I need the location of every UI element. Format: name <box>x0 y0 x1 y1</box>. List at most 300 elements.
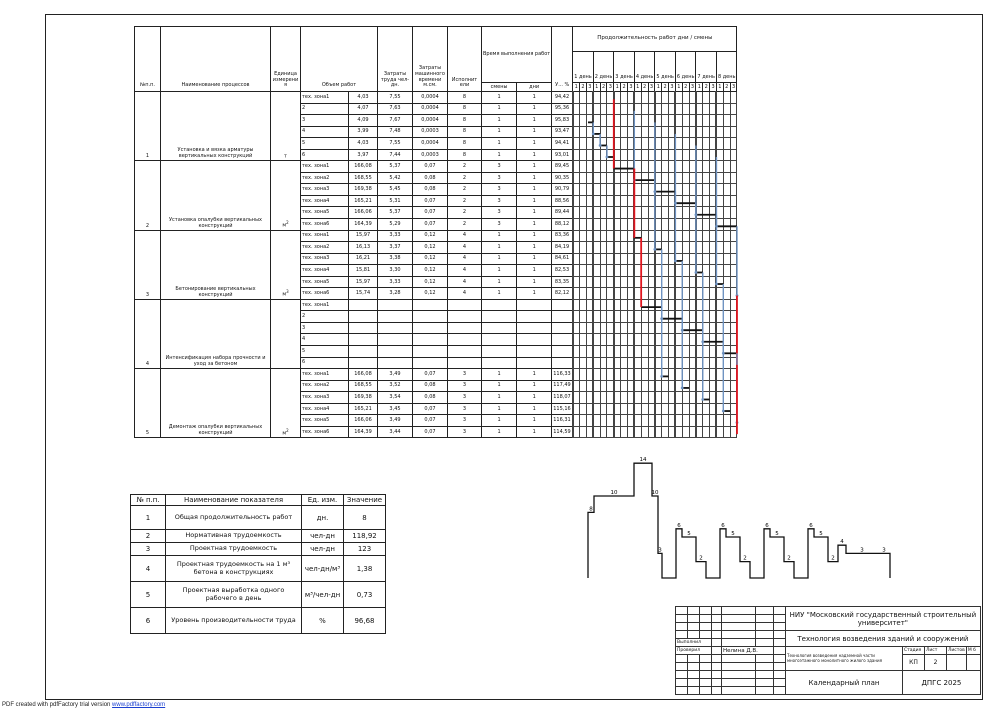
gantt-cell <box>614 161 621 173</box>
zone-label: тех. зона6 <box>301 219 349 231</box>
zone-label: тех. зона5 <box>301 207 349 219</box>
percent-value: 82,53 <box>552 265 573 277</box>
gantt-cell <box>634 265 641 277</box>
table-row <box>135 230 737 242</box>
machine-value: 0,07 <box>413 207 448 219</box>
gantt-cell <box>689 357 696 369</box>
gantt-cell <box>593 299 600 311</box>
gantt-cell <box>614 426 621 438</box>
shifts-value: 1 <box>482 149 517 161</box>
labor-value: 3,49 <box>378 415 413 427</box>
gantt-cell <box>621 172 628 184</box>
gantt-cell <box>607 103 614 115</box>
gantt-cell <box>703 392 710 404</box>
gantt-cell <box>614 276 621 288</box>
gantt-cell <box>586 242 593 254</box>
gantt-cell <box>573 299 580 311</box>
gantt-cell <box>662 334 669 346</box>
gantt-cell <box>662 322 669 334</box>
gantt-cell <box>580 184 587 196</box>
percent-value: 90,35 <box>552 172 573 184</box>
gantt-cell <box>669 334 676 346</box>
role-checked: Проверил <box>676 647 712 655</box>
summary-value: 123 <box>344 543 386 556</box>
gantt-cell <box>621 126 628 138</box>
gantt-cell <box>641 230 648 242</box>
summary-num: 5 <box>131 582 166 608</box>
gantt-cell <box>716 92 723 104</box>
gantt-cell <box>682 115 689 127</box>
gantt-cell <box>600 392 607 404</box>
gantt-cell <box>682 149 689 161</box>
gantt-cell <box>580 265 587 277</box>
gantt-cell <box>627 369 634 381</box>
gantt-cell <box>710 103 717 115</box>
zone-label: тех. зона4 <box>301 403 349 415</box>
gantt-cell <box>627 219 634 231</box>
gantt-cell <box>730 126 737 138</box>
gantt-cell <box>662 149 669 161</box>
gantt-cell <box>586 299 593 311</box>
gantt-cell <box>710 426 717 438</box>
labor-value: 3,45 <box>378 403 413 415</box>
summary-value: 8 <box>344 506 386 530</box>
volume-value: 4,09 <box>349 115 378 127</box>
gantt-cell <box>675 115 682 127</box>
gantt-cell <box>648 184 655 196</box>
schedule-header-row <box>135 27 737 52</box>
gantt-cell <box>669 369 676 381</box>
percent-value: 83,35 <box>552 276 573 288</box>
gantt-cell <box>669 92 676 104</box>
gantt-cell <box>710 230 717 242</box>
gantt-cell <box>607 346 614 358</box>
gantt-cell <box>634 322 641 334</box>
gantt-cell <box>689 415 696 427</box>
gantt-cell <box>573 392 580 404</box>
gantt-cell <box>669 230 676 242</box>
organization: ДПГС 2025 <box>903 671 981 695</box>
gantt-cell <box>723 380 730 392</box>
labor-value: 3,37 <box>378 242 413 254</box>
stage-value: КП <box>903 655 925 671</box>
shifts-value: 1 <box>482 242 517 254</box>
gantt-cell <box>675 346 682 358</box>
gantt-cell <box>621 253 628 265</box>
executors-value: 2 <box>448 161 482 173</box>
gantt-cell <box>586 311 593 323</box>
gantt-cell <box>662 276 669 288</box>
gantt-cell <box>586 380 593 392</box>
days-value: 1 <box>517 195 552 207</box>
gantt-cell <box>710 219 717 231</box>
gantt-cell <box>703 219 710 231</box>
gantt-cell <box>662 242 669 254</box>
gantt-cell <box>723 161 730 173</box>
shifts-value <box>482 299 517 311</box>
shifts-value: 1 <box>482 103 517 115</box>
percent-value <box>552 334 573 346</box>
gantt-cell <box>730 207 737 219</box>
gantt-cell <box>689 126 696 138</box>
zone-label: тех. зона6 <box>301 288 349 300</box>
resource-value-label: 2 <box>787 555 791 562</box>
gantt-cell <box>586 195 593 207</box>
gantt-cell <box>641 219 648 231</box>
gantt-cell <box>593 276 600 288</box>
gantt-cell <box>573 334 580 346</box>
days-value: 1 <box>517 219 552 231</box>
schedule-table <box>134 26 737 438</box>
resource-value-label: 10 <box>610 490 618 496</box>
gantt-cell <box>641 311 648 323</box>
gantt-cell <box>641 138 648 150</box>
labor-value: 5,29 <box>378 219 413 231</box>
gantt-cell <box>580 380 587 392</box>
gantt-cell <box>627 184 634 196</box>
labor-value <box>378 357 413 369</box>
gantt-cell <box>573 403 580 415</box>
gantt-shift-header: 1 <box>595 83 599 90</box>
percent-value: 93,47 <box>552 126 573 138</box>
percent-value <box>552 346 573 358</box>
gantt-cell <box>573 357 580 369</box>
col-days-header: дни <box>517 83 552 92</box>
gantt-cell <box>627 161 634 173</box>
gantt-cell <box>655 403 662 415</box>
process-number: 3 <box>135 230 161 299</box>
gantt-cell <box>675 184 682 196</box>
gantt-cell <box>655 115 662 127</box>
gantt-cell <box>682 346 689 358</box>
gantt-cell <box>669 161 676 173</box>
gantt-cell <box>580 334 587 346</box>
days-value: 1 <box>517 126 552 138</box>
gantt-cell <box>703 253 710 265</box>
executors-value <box>448 346 482 358</box>
gantt-cell <box>621 149 628 161</box>
gantt-cell <box>662 346 669 358</box>
col-unit-header: Единица измерени я <box>271 27 301 92</box>
gantt-cell <box>621 369 628 381</box>
gantt-cell <box>607 380 614 392</box>
gantt-cell <box>710 357 717 369</box>
gantt-cell <box>669 276 676 288</box>
gantt-cell <box>586 230 593 242</box>
gantt-cell <box>689 230 696 242</box>
shifts-value <box>482 334 517 346</box>
gantt-cell <box>682 299 689 311</box>
gantt-cell <box>655 149 662 161</box>
gantt-cell <box>600 299 607 311</box>
process-name: Демонтаж опалубки вертикальных конструкций <box>161 369 271 438</box>
gantt-cell <box>607 415 614 427</box>
footer-link[interactable]: www.pdffactory.com <box>112 702 166 708</box>
gantt-cell <box>730 392 737 404</box>
gantt-cell <box>730 276 737 288</box>
gantt-shift-header: 1 <box>718 83 722 90</box>
gantt-cell <box>586 92 593 104</box>
gantt-cell <box>730 149 737 161</box>
gantt-cell <box>600 357 607 369</box>
gantt-cell <box>682 392 689 404</box>
gantt-cell <box>669 195 676 207</box>
gantt-cell <box>703 415 710 427</box>
gantt-cell <box>621 219 628 231</box>
gantt-cell <box>641 415 648 427</box>
gantt-cell <box>655 369 662 381</box>
summary-header-cell: Ед. изм. <box>302 495 344 506</box>
gantt-cell <box>710 207 717 219</box>
col-labor-header: Затраты труда чел-дн. <box>378 27 413 92</box>
gantt-shift-header: 2 <box>643 83 647 90</box>
executors-value: 8 <box>448 138 482 150</box>
gantt-cell <box>703 403 710 415</box>
gantt-cell <box>648 265 655 277</box>
checker-name: Нелина Д.В. <box>722 647 774 655</box>
gantt-cell <box>614 230 621 242</box>
gantt-cell <box>689 242 696 254</box>
days-value: 1 <box>517 115 552 127</box>
gantt-cell <box>730 346 737 358</box>
executors-value: 3 <box>448 392 482 404</box>
gantt-cell <box>580 172 587 184</box>
labor-value <box>378 299 413 311</box>
gantt-cell <box>593 103 600 115</box>
gantt-cell <box>716 115 723 127</box>
process-unit <box>271 230 301 299</box>
gantt-cell <box>586 288 593 300</box>
gantt-cell <box>607 426 614 438</box>
volume-value: 3,99 <box>349 126 378 138</box>
gantt-cell <box>662 172 669 184</box>
gantt-cell <box>682 230 689 242</box>
gantt-cell <box>723 426 730 438</box>
gantt-cell <box>607 242 614 254</box>
gantt-shift-header: 2 <box>601 83 606 90</box>
executors-value: 4 <box>448 288 482 300</box>
gantt-cell <box>648 369 655 381</box>
shifts-value: 3 <box>482 172 517 184</box>
gantt-cell <box>573 126 580 138</box>
volume-value <box>349 357 378 369</box>
percent-value: 88,56 <box>552 195 573 207</box>
gantt-cell <box>710 288 717 300</box>
gantt-cell <box>634 392 641 404</box>
days-value: 1 <box>517 138 552 150</box>
gantt-cell <box>586 415 593 427</box>
gantt-shift-header: 3 <box>731 83 736 90</box>
gantt-cell <box>689 207 696 219</box>
gantt-cell <box>634 242 641 254</box>
machine-value <box>413 357 448 369</box>
gantt-cell <box>627 149 634 161</box>
days-value: 1 <box>517 265 552 277</box>
gantt-cell <box>696 126 703 138</box>
days-value: 1 <box>517 403 552 415</box>
gantt-cell <box>710 311 717 323</box>
executors-value: 8 <box>448 92 482 104</box>
gantt-cell <box>710 242 717 254</box>
gantt-cell <box>607 288 614 300</box>
resource-value-label: 6 <box>721 522 725 529</box>
mass-label: М б <box>966 647 980 655</box>
resource-value-label: 6 <box>809 522 813 529</box>
gantt-cell <box>648 172 655 184</box>
gantt-cell <box>655 392 662 404</box>
shifts-value <box>482 322 517 334</box>
gantt-cell <box>627 299 634 311</box>
gantt-cell <box>710 161 717 173</box>
gantt-cell <box>723 219 730 231</box>
gantt-cell <box>648 126 655 138</box>
gantt-cell <box>655 357 662 369</box>
process-unit <box>271 161 301 230</box>
gantt-cell <box>641 184 648 196</box>
gantt-cell <box>696 242 703 254</box>
volume-value <box>349 299 378 311</box>
gantt-cell <box>723 334 730 346</box>
zone-label: 2 <box>301 103 349 115</box>
resource-value-label: 3 <box>860 547 864 554</box>
executors-value <box>448 311 482 323</box>
percent-value: 84,19 <box>552 242 573 254</box>
gantt-cell <box>682 311 689 323</box>
summary-name: Проектная трудоемкость <box>166 543 302 556</box>
gantt-cell <box>689 195 696 207</box>
gantt-cell <box>648 311 655 323</box>
gantt-cell <box>641 334 648 346</box>
gantt-cell <box>696 149 703 161</box>
gantt-cell <box>614 115 621 127</box>
percent-value: 90,79 <box>552 184 573 196</box>
days-value: 1 <box>517 92 552 104</box>
gantt-cell <box>662 219 669 231</box>
gantt-cell <box>586 138 593 150</box>
gantt-cell <box>682 403 689 415</box>
gantt-cell <box>669 265 676 277</box>
zone-label: тех. зона5 <box>301 276 349 288</box>
gantt-cell <box>703 346 710 358</box>
gantt-cell <box>600 253 607 265</box>
summary-row <box>131 530 386 543</box>
gantt-cell <box>580 415 587 427</box>
gantt-cell <box>600 184 607 196</box>
gantt-cell <box>607 392 614 404</box>
gantt-cell <box>669 380 676 392</box>
summary-num: 3 <box>131 543 166 556</box>
gantt-cell <box>655 311 662 323</box>
gantt-cell <box>730 322 737 334</box>
process-unit <box>271 369 301 438</box>
gantt-cell <box>655 242 662 254</box>
gantt-cell <box>573 219 580 231</box>
resource-value-label: 4 <box>840 539 844 546</box>
summary-unit: чел-дн <box>302 543 344 556</box>
gantt-cell <box>614 184 621 196</box>
percent-value: 82,12 <box>552 288 573 300</box>
gantt-cell <box>648 346 655 358</box>
volume-value: 165,21 <box>349 403 378 415</box>
gantt-day-header: 4 день <box>634 51 655 82</box>
executors-value: 3 <box>448 380 482 392</box>
machine-value: 0,0004 <box>413 115 448 127</box>
gantt-cell <box>580 322 587 334</box>
percent-value: 115,16 <box>552 403 573 415</box>
process-number: 4 <box>135 299 161 368</box>
gantt-cell <box>682 126 689 138</box>
gantt-cell <box>703 161 710 173</box>
gantt-cell <box>730 253 737 265</box>
executors-value <box>448 299 482 311</box>
gantt-cell <box>730 172 737 184</box>
gantt-cell <box>586 369 593 381</box>
gantt-cell <box>703 242 710 254</box>
gantt-cell <box>634 369 641 381</box>
gantt-shift-header: 1 <box>677 83 681 90</box>
gantt-cell <box>580 311 587 323</box>
days-value <box>517 357 552 369</box>
gantt-cell <box>580 138 587 150</box>
gantt-cell <box>607 299 614 311</box>
gantt-cell <box>696 322 703 334</box>
gantt-cell <box>675 415 682 427</box>
gantt-cell <box>648 149 655 161</box>
gantt-cell <box>723 322 730 334</box>
gantt-cell <box>641 426 648 438</box>
gantt-cell <box>669 207 676 219</box>
gantt-cell <box>607 311 614 323</box>
gantt-cell <box>710 380 717 392</box>
resource-value-label: 10 <box>651 490 659 496</box>
process-unit <box>271 92 301 161</box>
gantt-cell <box>607 92 614 104</box>
gantt-cell <box>593 161 600 173</box>
gantt-cell <box>607 357 614 369</box>
shifts-value: 1 <box>482 253 517 265</box>
gantt-cell <box>648 392 655 404</box>
gantt-cell <box>627 380 634 392</box>
machine-value <box>413 311 448 323</box>
table-row <box>135 161 737 173</box>
gantt-cell <box>627 415 634 427</box>
gantt-cell <box>696 369 703 381</box>
gantt-cell <box>621 392 628 404</box>
gantt-cell <box>682 242 689 254</box>
gantt-cell <box>662 426 669 438</box>
gantt-cell <box>580 195 587 207</box>
resource-step-line <box>588 463 890 578</box>
labor-value: 3,33 <box>378 230 413 242</box>
gantt-cell <box>634 253 641 265</box>
gantt-cell <box>600 103 607 115</box>
gantt-cell <box>682 380 689 392</box>
volume-value: 4,03 <box>349 92 378 104</box>
shifts-value: 1 <box>482 369 517 381</box>
gantt-cell <box>634 172 641 184</box>
machine-value <box>413 346 448 358</box>
university-name: НИУ "Московский государственный строительный университет" <box>786 607 981 631</box>
gantt-cell <box>641 380 648 392</box>
zone-label: тех. зона3 <box>301 184 349 196</box>
gantt-cell <box>710 149 717 161</box>
gantt-cell <box>586 172 593 184</box>
gantt-cell <box>696 299 703 311</box>
gantt-cell <box>607 184 614 196</box>
gantt-cell <box>723 265 730 277</box>
gantt-cell <box>689 92 696 104</box>
gantt-cell <box>627 403 634 415</box>
